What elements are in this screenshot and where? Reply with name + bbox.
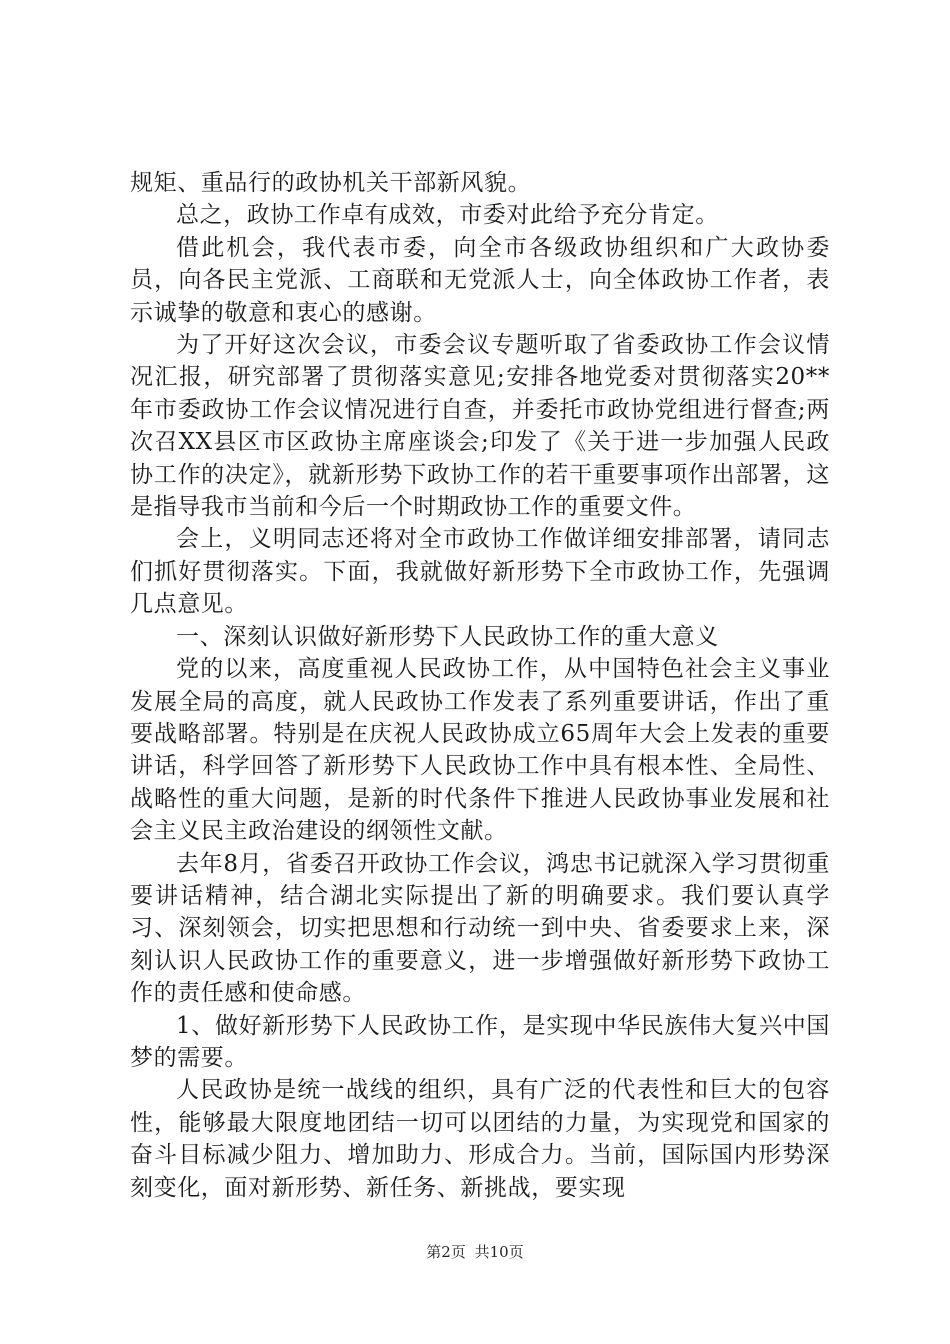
page-number: 第2页 bbox=[426, 1243, 466, 1261]
section-heading: 一、深刻认识做好新形势下人民政协工作的重大意义 bbox=[176, 623, 719, 650]
page-total: 共10页 bbox=[474, 1243, 524, 1261]
paragraph: 借此机会，我代表市委，向全市各级政协组织和广大政协委员，向各民主党派、工商联和无党派人士，向全体政协工作者，表示诚挚的敬意和衷心的感谢。 bbox=[130, 234, 830, 326]
paragraph: 总之，政协工作卓有成效，市委对此给予充分肯定。 bbox=[176, 202, 719, 229]
paragraph: 会上，义明同志还将对全市政协工作做详细安排部署，请同志们抓好贯彻落实。下面，我就做好新形势下全市政协工作，先强调几点意见。 bbox=[130, 526, 830, 618]
document-body bbox=[130, 167, 830, 1204]
page-footer bbox=[0, 1242, 950, 1262]
paragraph: 去年8月，省委召开政协工作会议，鸿忠书记就深入学习贯彻重要讲话精神，结合湖北实际提出了新的明确要求。我们要认真学习、深刻领会，切实把思想和行动统一到中央、省委要求上来，深刻认识人民政协工作的重要意义，进一步增强做好新形势下政协工作的责任感和使命感。 bbox=[130, 850, 830, 1007]
paragraph: 规矩、重品行的政协机关干部新风貌。 bbox=[130, 170, 532, 196]
paragraph: 为了开好这次会议，市委会议专题听取了省委政协工作会议情况汇报，研究部署了贯彻落实意见;安排各地党委对贯彻落实20**年市委政协工作会议情况进行自查，并委托市政协党组进行督查;两次召XX县区市区政协主席座谈会;印发了《关于进一步加强人民政协工作的决定》，就新形势下政协工作的若干重要事项作出部署，这是指导我市当前和今后一个时期政协工作的重要文件。 bbox=[130, 332, 830, 521]
paragraph: 人民政协是统一战线的组织，具有广泛的代表性和巨大的包容性，能够最大限度地团结一切可以团结的力量，为实现党和国家的奋斗目标减少阻力、增加助力、形成合力。当前，国际国内形势深刻变化，面对新形势、新任务、新挑战，要实现 bbox=[130, 1077, 830, 1201]
paragraph: 党的以来，高度重视人民政协工作，从中国特色社会主义事业发展全局的高度，就人民政协工作发表了系列重要讲话，作出了重要战略部署。特别是在庆祝人民政协成立65周年大会上发表的重要讲话，科学回答了新形势下人民政协工作中具有根本性、全局性、战略性的重大问题，是新的时代条件下推进人民政协事业发展和社会主义民主政治建设的纲领性文献。 bbox=[130, 656, 830, 845]
subsection-heading: 1、做好新形势下人民政协工作，是实现中华民族伟大复兴中国梦的需要。 bbox=[130, 1012, 830, 1071]
